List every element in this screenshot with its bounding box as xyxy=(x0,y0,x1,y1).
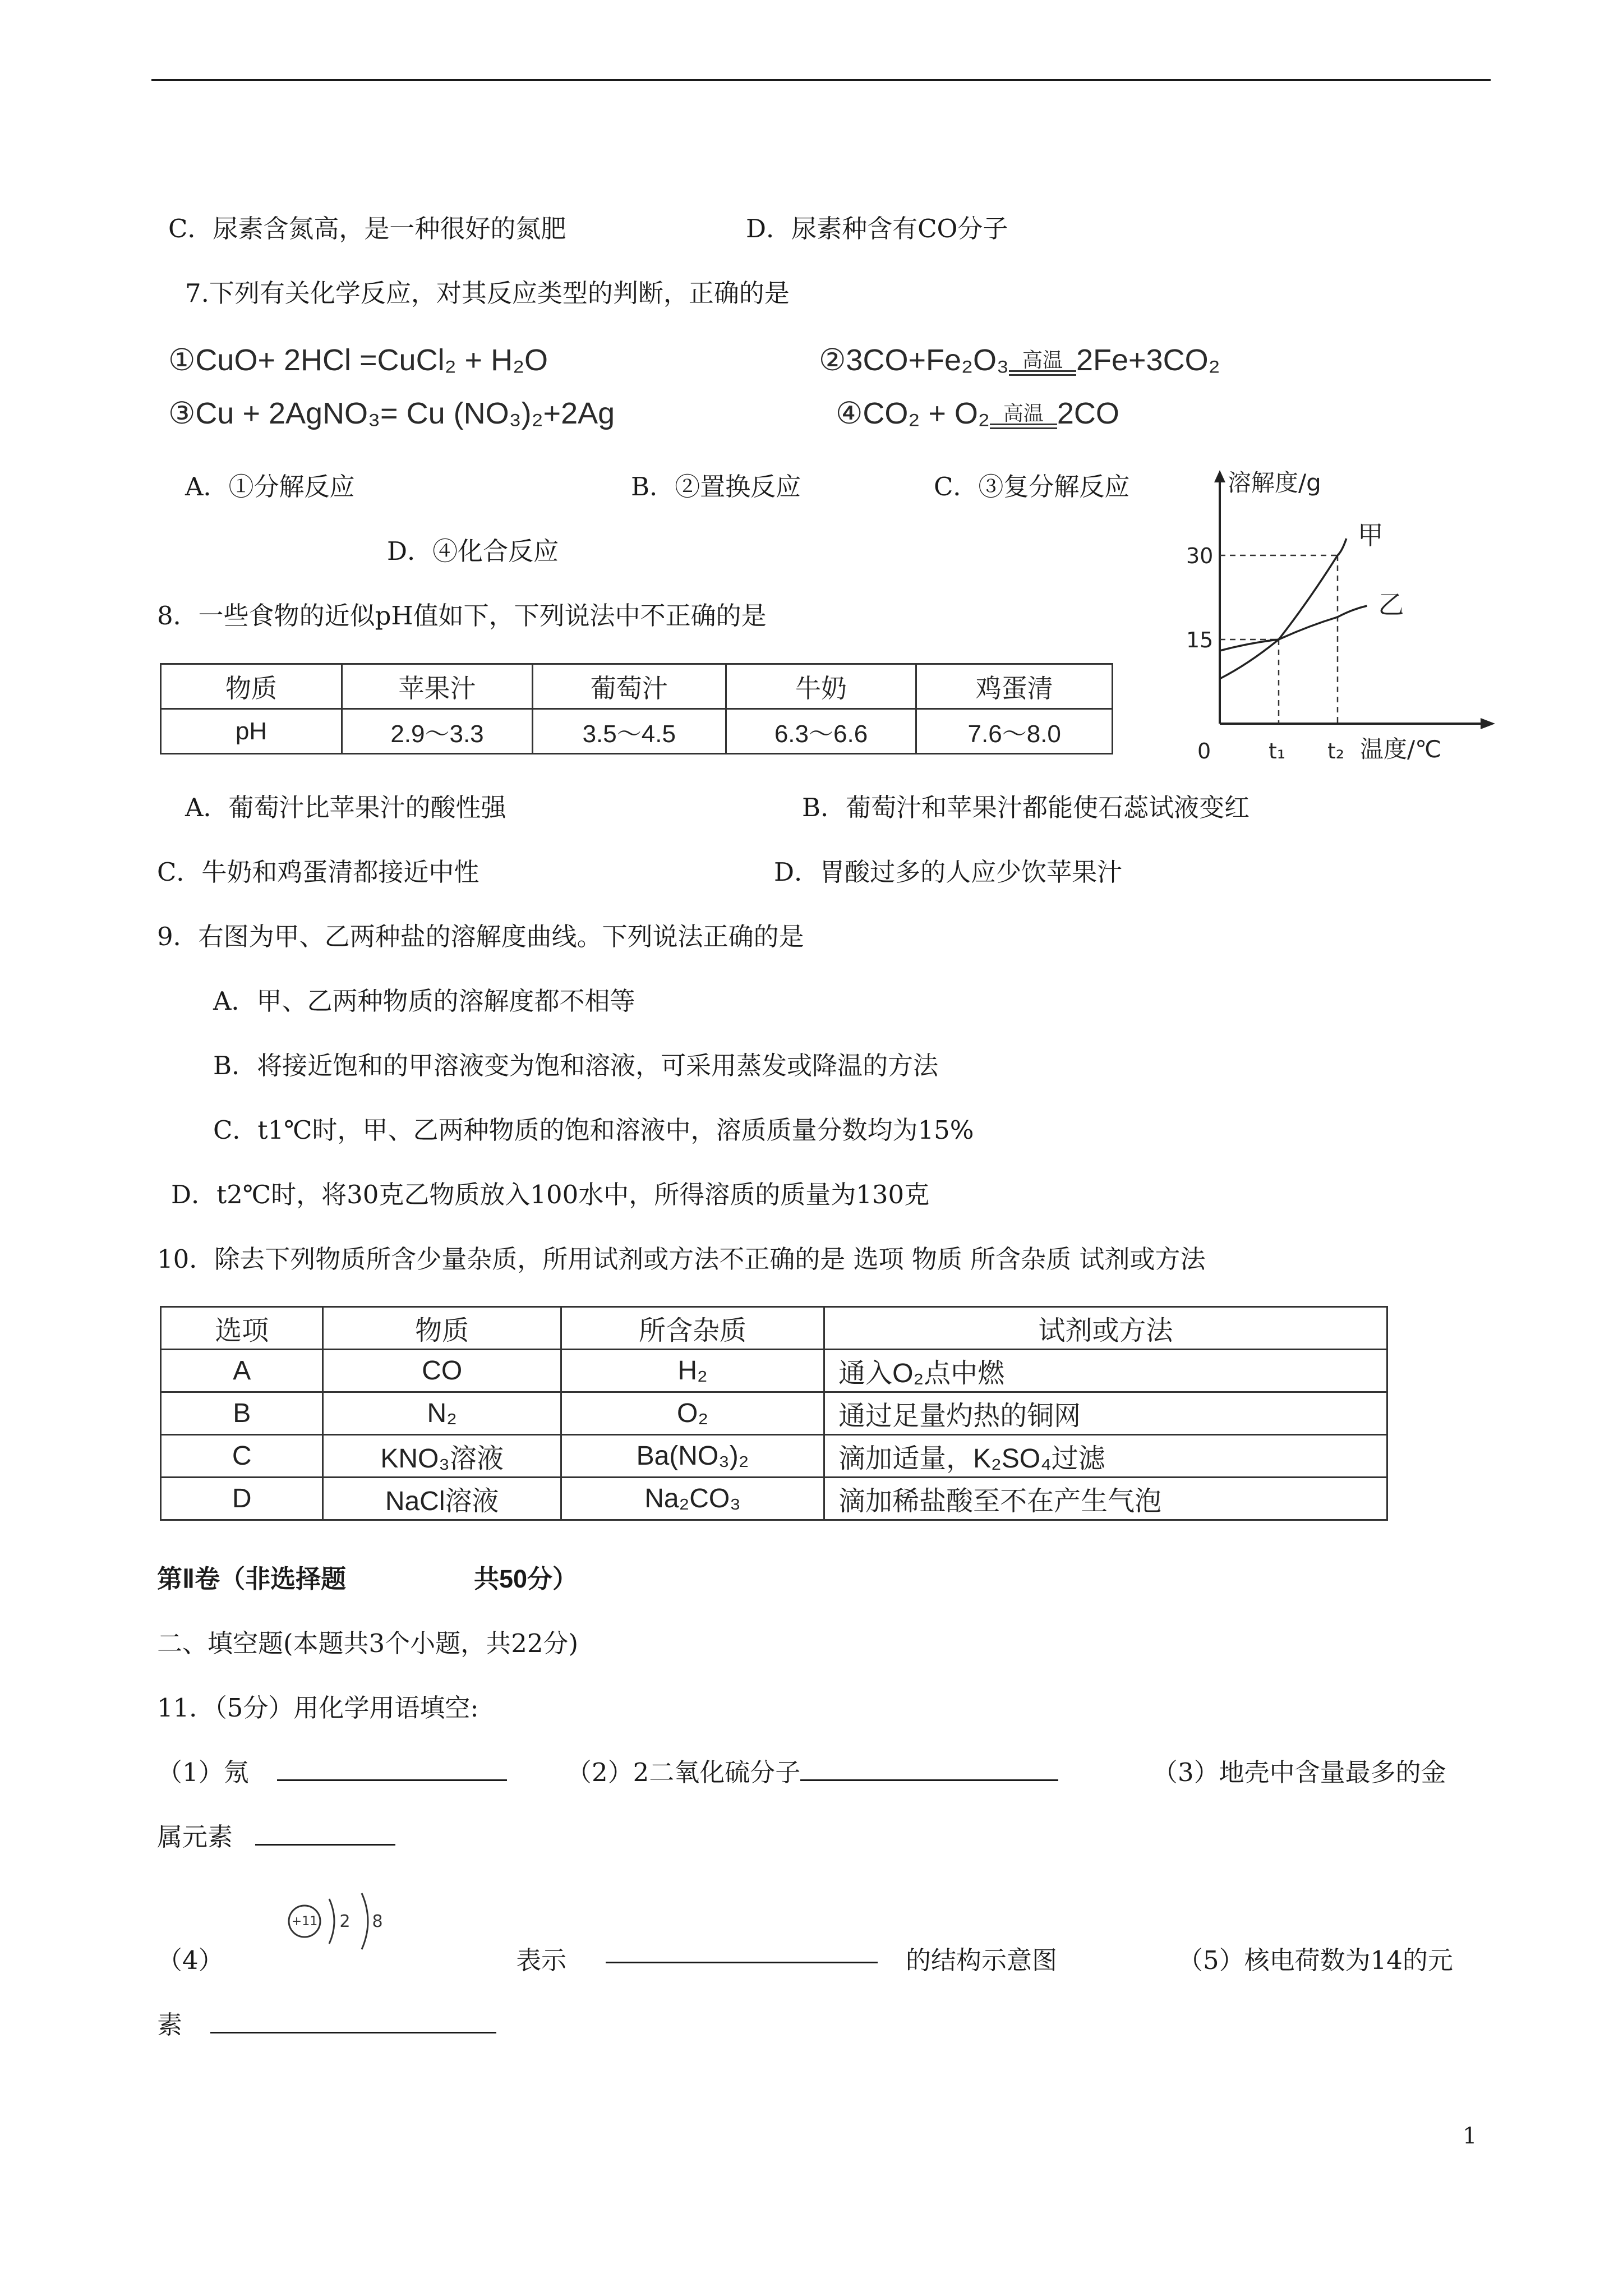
ph-table-header-1: 苹果汁 xyxy=(342,664,533,709)
q8-option-b: B．葡萄汁和苹果汁都能使石蕊试液变红 xyxy=(802,793,1250,822)
q9-option-c: C．t1℃时，甲、乙两种物质的饱和溶液中，溶质质量分数均为15% xyxy=(213,1115,974,1145)
reaction-4-reactants: ④CO₂ + O₂ xyxy=(836,397,990,430)
q11-part-5-cont xyxy=(157,2009,496,2041)
impurity-table-cell: 滴加适量，K₂SO₄过滤 xyxy=(824,1435,1387,1478)
x-axis-label: 温度/℃ xyxy=(1360,735,1442,763)
q7-option-a: A．①分解反应 xyxy=(185,472,355,501)
impurity-table-cell: 通过足量灼热的铜网 xyxy=(824,1392,1387,1435)
impurity-table-cell: B xyxy=(161,1392,323,1435)
q11-part-5-label: （5）核电荷数为14的元 xyxy=(1178,1945,1453,1975)
q11-part-4-mid: 表示 xyxy=(516,1945,567,1975)
reaction-2-reactants: ②3CO+Fe₂O₃ xyxy=(819,343,1009,377)
q11-part-1-label: （1）氖 xyxy=(157,1757,249,1787)
reaction-4 xyxy=(836,395,1119,432)
impurity-table-cell: D xyxy=(161,1478,323,1520)
q11-part-5-label-cont: 素 xyxy=(157,2010,183,2040)
ph-table-header-2: 葡萄汁 xyxy=(532,664,726,709)
q7-option-c: C．③复分解反应 xyxy=(934,472,1130,501)
q11-part-3-label-cont: 属元素 xyxy=(157,1822,233,1852)
impurity-table-cell: A xyxy=(161,1350,323,1392)
atom-nucleus: +11 xyxy=(291,1915,318,1929)
q11-part-1 xyxy=(157,1757,507,1788)
impurity-table-cell: KNO₃溶液 xyxy=(323,1435,561,1478)
ph-table-header-3: 牛奶 xyxy=(726,664,916,709)
series-line-jia xyxy=(1220,539,1347,679)
ph-table-cell-0: pH xyxy=(161,709,342,754)
impurity-table-cell: 滴加稀盐酸至不在产生气泡 xyxy=(824,1478,1387,1520)
answer-blank-1[interactable] xyxy=(277,1757,507,1781)
x-axis-arrow xyxy=(1481,718,1495,729)
reaction-3: ③Cu + 2AgNO₃= Cu (NO₃)₂+2Ag xyxy=(168,397,615,430)
y-axis-arrow xyxy=(1214,470,1225,482)
x-tick-label: t₂ xyxy=(1327,739,1345,763)
reaction-2-equals xyxy=(1009,350,1076,376)
impurity-table-cell: N₂ xyxy=(323,1392,561,1435)
atom-shell-2: 8 xyxy=(372,1912,383,1931)
q11-part-4-end: 的结构示意图 xyxy=(906,1945,1058,1975)
q8-stem: 8．一些食物的近似pH值如下，下列说法中不正确的是 xyxy=(157,601,767,631)
header-rule xyxy=(151,79,1491,81)
series-label-jia: 甲 xyxy=(1357,520,1384,550)
answer-blank-3[interactable] xyxy=(255,1821,395,1846)
y-tick-label: 15 xyxy=(1186,628,1214,652)
q8-option-c: C．牛奶和鸡蛋清都接近中性 xyxy=(157,857,479,887)
ph-table-header-4: 鸡蛋清 xyxy=(916,664,1113,709)
impurity-table-cell: 通入O₂点中燃 xyxy=(824,1350,1387,1392)
q6-option-d: D．尿素种含有CO分子 xyxy=(746,214,1008,243)
impurity-table-header-3: 试剂或方法 xyxy=(824,1307,1387,1350)
impurity-table-cell: Na₂CO₃ xyxy=(561,1478,824,1520)
reaction-4-condition: 高温 xyxy=(1003,402,1044,425)
q11-part-4-label: （4） xyxy=(157,1945,224,1975)
answer-blank-2[interactable] xyxy=(800,1757,1058,1781)
y-tick-label: 30 xyxy=(1186,544,1214,568)
q7-option-b: B．②置换反应 xyxy=(631,472,801,501)
impurity-table-cell: CO xyxy=(323,1350,561,1392)
q9-option-b: B．将接近饱和的甲溶液变为饱和溶液，可采用蒸发或降温的方法 xyxy=(213,1051,939,1080)
impurity-table-header-2: 所含杂质 xyxy=(561,1307,824,1350)
reaction-4-products: 2CO xyxy=(1057,397,1119,430)
part2-title: 第Ⅱ卷（非选择题 xyxy=(157,1565,347,1593)
page-number: 1 xyxy=(1463,2123,1477,2149)
q7-option-d: D．④化合反应 xyxy=(387,536,559,566)
q6-option-c: C．尿素含氮高，是一种很好的氮肥 xyxy=(168,214,566,243)
reaction-1: ①CuO+ 2HCl =CuCl₂ + H₂O xyxy=(168,343,548,377)
q11-part-3-cont xyxy=(157,1821,395,1853)
q9-option-d: D．t2℃时，将30克乙物质放入100水中，所得溶质的质量为130克 xyxy=(171,1180,930,1209)
reaction-2 xyxy=(819,342,1220,379)
q11-part-2 xyxy=(566,1757,1058,1788)
ph-table xyxy=(160,663,1113,754)
ph-table-cell-2: 3.5～4.5 xyxy=(532,709,726,754)
sodium-atom-diagram xyxy=(283,1885,407,1958)
q8-option-a: A．葡萄汁比苹果汁的酸性强 xyxy=(185,793,506,822)
impurity-table-cell: H₂ xyxy=(561,1350,824,1392)
impurity-table-cell: Ba(NO₃)₂ xyxy=(561,1435,824,1478)
q11-stem: 11．（5分）用化学用语填空: xyxy=(157,1693,479,1723)
section-title: 二、填空题(本题共3个小题，共22分) xyxy=(157,1628,579,1658)
reaction-4-equals xyxy=(990,403,1057,429)
solubility-chart xyxy=(1166,466,1503,780)
reaction-2-products: 2Fe+3CO₂ xyxy=(1076,343,1220,377)
reaction-2-condition: 高温 xyxy=(1022,348,1063,371)
origin-label: 0 xyxy=(1197,739,1211,763)
impurity-table-cell: O₂ xyxy=(561,1392,824,1435)
q9-stem: 9．右图为甲、乙两种盐的溶解度曲线。下列说法正确的是 xyxy=(157,922,804,951)
q8-option-d: D．胃酸过多的人应少饮苹果汁 xyxy=(774,857,1123,887)
ph-table-header-0: 物质 xyxy=(161,664,342,709)
q11-part-3-label: （3）地壳中含量最多的金 xyxy=(1152,1757,1446,1787)
ph-table-cell-1: 2.9～3.3 xyxy=(342,709,533,754)
ph-table-cell-3: 6.3～6.6 xyxy=(726,709,916,754)
q7-stem: 7.下列有关化学反应，对其反应类型的判断，正确的是 xyxy=(185,278,790,308)
impurity-table-header-0: 选项 xyxy=(161,1307,323,1350)
answer-blank-4[interactable] xyxy=(606,1962,878,1963)
impurity-table xyxy=(160,1306,1388,1521)
answer-blank-5[interactable] xyxy=(210,2009,496,2033)
atom-shell-1: 2 xyxy=(339,1912,351,1931)
y-axis-label: 溶解度/g xyxy=(1228,469,1321,496)
q11-part-2-label: （2）2二氧化硫分子 xyxy=(566,1757,801,1787)
impurity-table-cell: NaCl溶液 xyxy=(323,1478,561,1520)
impurity-table-header-1: 物质 xyxy=(323,1307,561,1350)
impurity-table-cell: C xyxy=(161,1435,323,1478)
q10-stem: 10．除去下列物质所含少量杂质，所用试剂或方法不正确的是 选项 物质 所含杂质 试剂或方法 xyxy=(157,1244,1206,1274)
part2-score: 共50分） xyxy=(474,1565,578,1593)
q9-option-a: A．甲、乙两种物质的溶解度都不相等 xyxy=(213,986,635,1016)
x-tick-label: t₁ xyxy=(1269,739,1286,763)
series-line-yi xyxy=(1220,606,1367,651)
ph-table-cell-4: 7.6～8.0 xyxy=(916,709,1113,754)
series-label-yi: 乙 xyxy=(1378,590,1404,620)
